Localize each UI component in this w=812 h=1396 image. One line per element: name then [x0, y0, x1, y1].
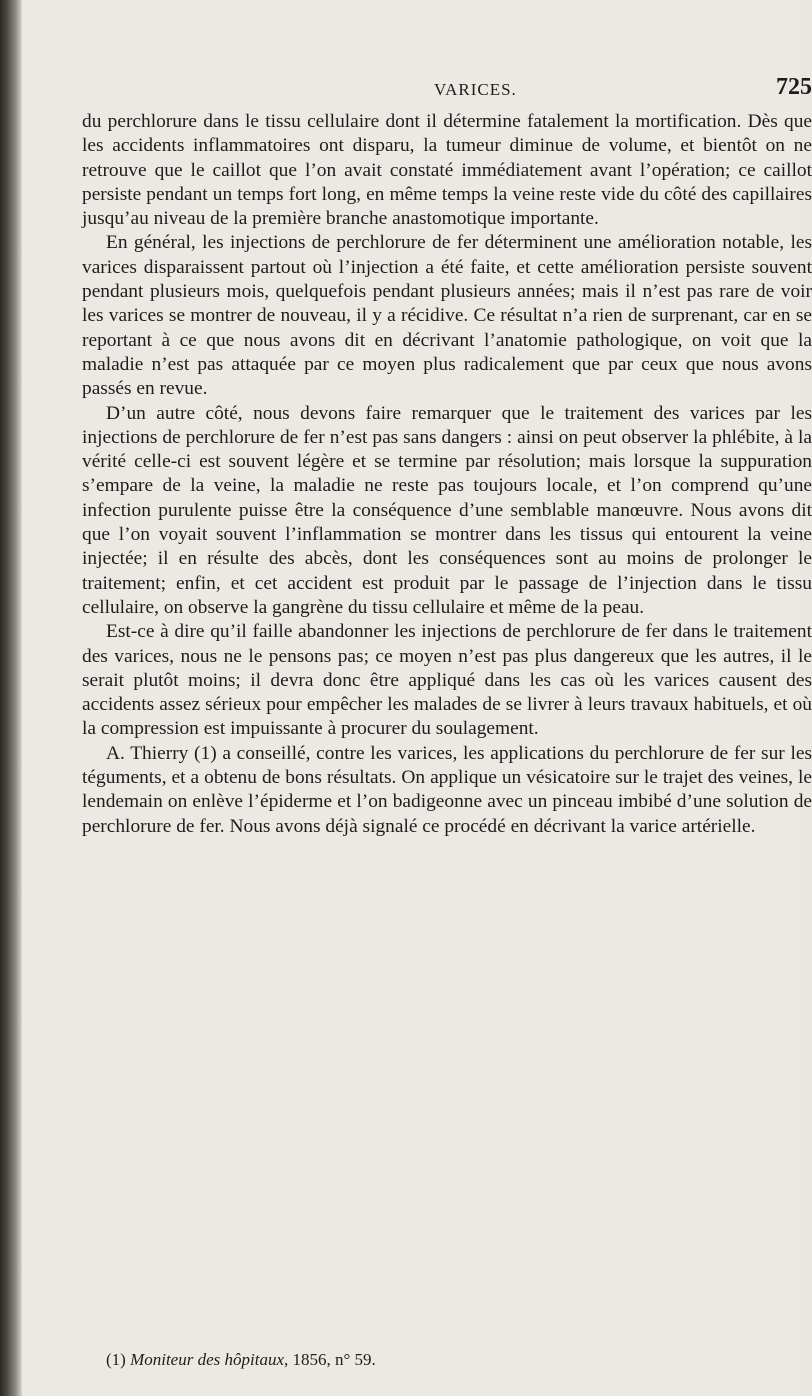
footnote-marker: (1) [106, 1350, 126, 1369]
paragraph: En général, les injections de perchlorure de fer déterminent une amélioration notable, les varices disparaissent partout où l’injection a été faite, et cette amélioration persiste souvent pendant plusieurs mois, quelquefois pendant plusieurs années; mais il n’est pas rare de voir les varices se montrer de nouveau, il y a récidive. Ce résultat n’a rien de surprenant, car en se reportant à ce que nous avons dit en décrivant l’anatomie pathologique, on voit que la maladie n’est pas attaquée par ce moyen plus radicalement que par ceux que nous avons passés en revue. [82, 232, 812, 400]
book-page [22, 0, 812, 1396]
book-binding-edge [0, 0, 22, 1396]
footnote [106, 1350, 376, 1370]
paragraph-continuation: du perchlorure dans le tissu cellulaire dont il détermine fatalement la mortification. Dès que les accidents inflammatoires ont disparu, la tumeur diminue de volume, et bientôt on ne retrouve que le caillot que l’on avait constaté immédiatement avant l’opération; ce caillot persiste pendant un temps fort long, en même temps la veine reste vide du côté des capillaires jusqu’au niveau de la première branche anastomotique importante. [82, 111, 812, 230]
running-title: VARICES. [434, 80, 517, 99]
body-text [82, 110, 812, 839]
running-head [82, 74, 812, 104]
footnote-source: Moniteur des hôpitaux [130, 1350, 284, 1369]
paragraph: D’un autre côté, nous devons faire remarquer que le traitement des varices par les injections de perchlorure de fer n’est pas sans dangers : ainsi on peut observer la phlébite, à la vérité celle-ci est souvent légère et se termine par résolution; mais lorsque la suppuration s’empare de la veine, la maladie ne reste pas toujours locale, et l’on comprend qu’une infection purulente puisse être la conséquence d’une semblable manœuvre. Nous avons dit que l’on voyait souvent l’inflammation se montrer dans les tissus qui entourent la veine injectée; il en résulte des abcès, dont les conséquences sont au moins de prolonger le traitement; enfin, et cet accident est produit par le passage de l’injection dans le tissu cellulaire, on observe la gangrène du tissu cellulaire et même de la peau. [82, 402, 812, 618]
paragraph: Est-ce à dire qu’il faille abandonner les injections de perchlorure de fer dans le traitement des varices, nous ne le pensons pas; ce moyen n’est pas plus dangereux que les autres, il le serait plutôt moins; il devra donc être appliqué dans les cas où les varices causent des accidents assez sérieux pour empêcher les malades de se livrer à leurs travaux habituels, et où la compression est impuissante à procurer du soulagement. [82, 621, 812, 740]
paragraph: A. Thierry (1) a conseillé, contre les varices, les applications du perchlorure de fer sur les téguments, et a obtenu de bons résultats. On applique un vésicatoire sur le trajet des veines, le lendemain on enlève l’épiderme et l’on badigeonne avec un pinceau imbibé d’une solution de perchlorure de fer. Nous avons déjà signalé ce procédé en décrivant la varice artérielle. [82, 742, 812, 837]
footnote-details: , 1856, n° 59. [284, 1350, 376, 1369]
page-number: 725 [776, 74, 812, 100]
